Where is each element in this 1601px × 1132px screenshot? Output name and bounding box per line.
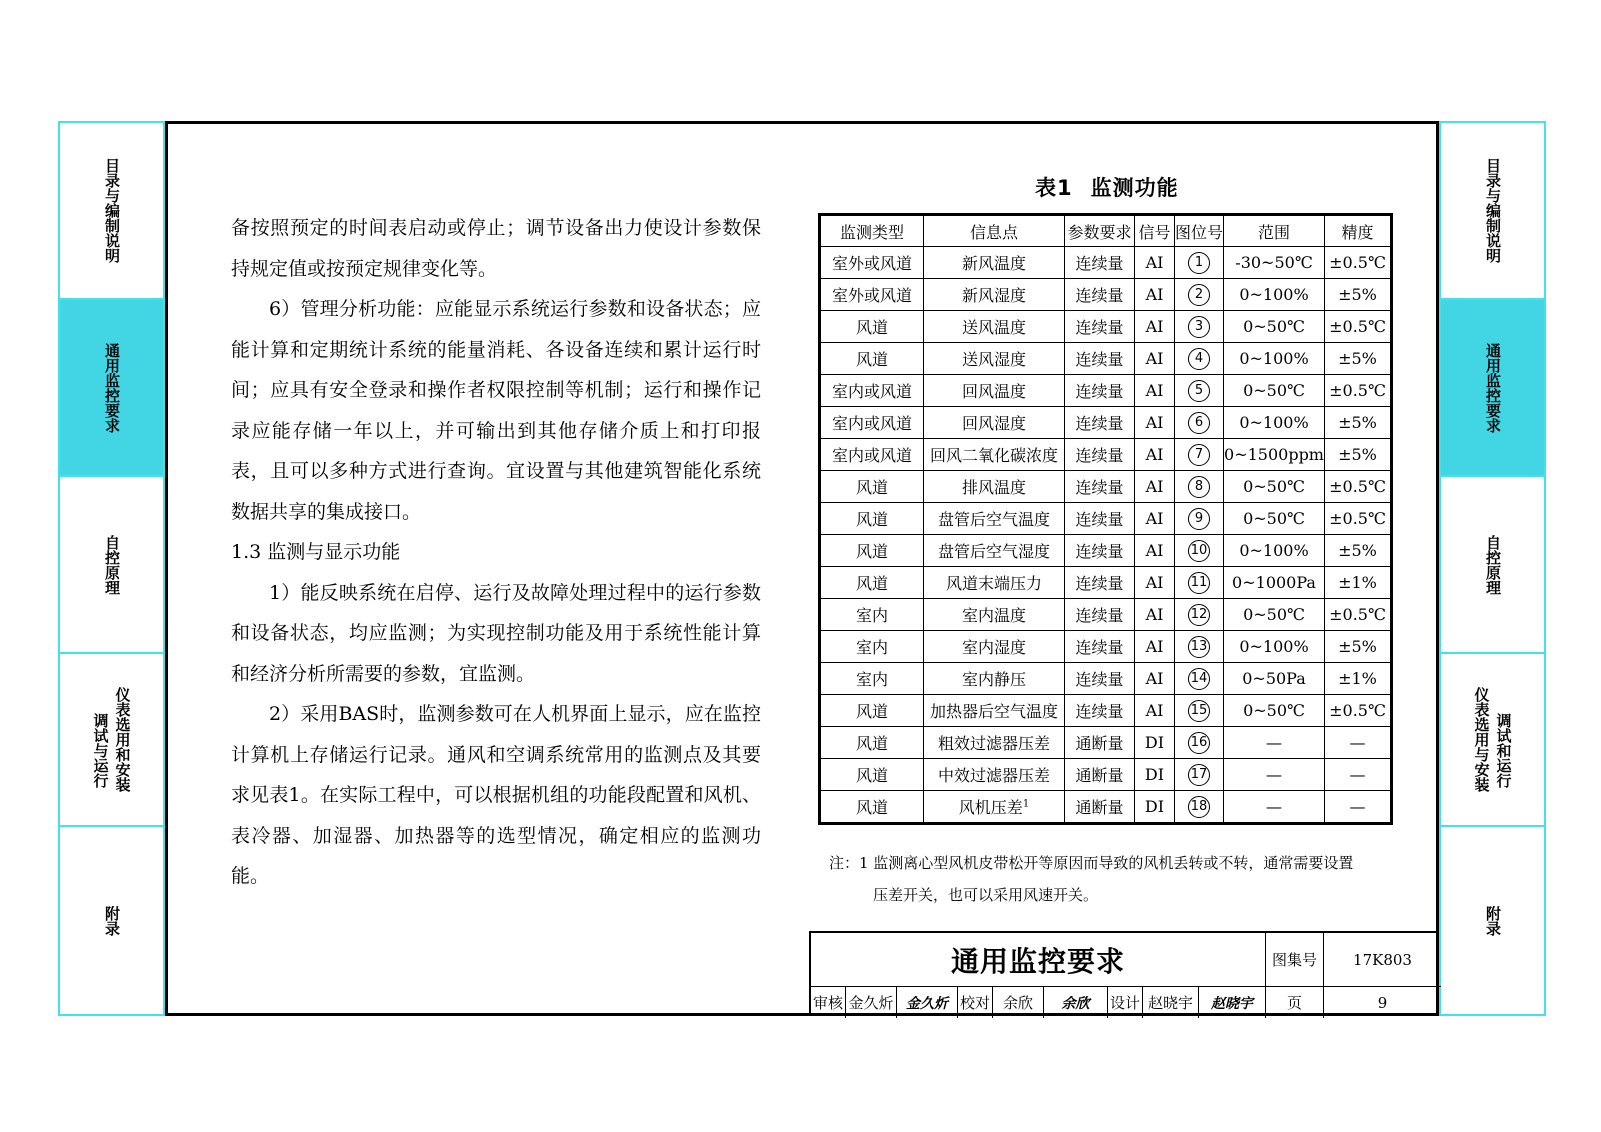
table-cell: —: [1224, 791, 1325, 824]
table-cell: 盘管后空气温度: [924, 503, 1065, 535]
reviewer-name: 金久炘: [846, 987, 897, 1018]
right-section-tabs: [1439, 121, 1546, 1016]
table-cell: 回风湿度: [924, 407, 1065, 439]
table-header-row: [820, 215, 1392, 247]
table-cell: AI: [1135, 695, 1175, 727]
right-tab-5[interactable]: [1441, 827, 1544, 1014]
page-number: 9: [1377, 993, 1388, 1012]
note-line-1: 注：1 监测离心型风机皮带松开等原因而导致的风机丢转或不转，通常需要设置: [829, 854, 1354, 872]
left-tab-label: 目录与编制说明: [103, 158, 121, 263]
table-cell: AI: [1135, 631, 1175, 663]
left-tab-4[interactable]: [60, 654, 163, 827]
table-cell: 0~50Pa: [1224, 663, 1325, 695]
table-cell: 连续量: [1065, 311, 1135, 343]
left-tab-label: 通用监控要求: [103, 342, 121, 433]
position-number-badge: 4: [1188, 348, 1210, 370]
footnote-marker: 1: [1022, 798, 1030, 810]
table-cell: [1175, 407, 1224, 439]
table-cell: AI: [1135, 471, 1175, 503]
table-cell: AI: [1135, 567, 1175, 599]
table-cell: 0~50℃: [1224, 471, 1325, 503]
table-title-text: 监测功能: [1090, 176, 1179, 200]
table-cell: 回风二氧化碳浓度: [924, 439, 1065, 471]
table-cell: AI: [1135, 311, 1175, 343]
table-cell: ±1%: [1324, 567, 1391, 599]
table-cell: 风机压差$^1$: [924, 791, 1065, 824]
table-cell: 0~100%: [1224, 279, 1325, 311]
table-cell: 0~100%: [1224, 407, 1325, 439]
table-row: [820, 759, 1392, 791]
table-cell: 连续量: [1065, 503, 1135, 535]
reviewer-signature: 金久炘: [897, 987, 958, 1018]
table-cell: 室内或风道: [820, 375, 924, 407]
right-tab-2[interactable]: [1441, 300, 1544, 477]
table-cell: AI: [1135, 503, 1175, 535]
left-tab-2[interactable]: [60, 300, 163, 477]
table-title-prefix: 表1: [1035, 176, 1073, 200]
table-row: [820, 247, 1392, 279]
position-number-badge: 12: [1188, 604, 1210, 626]
right-tab-3[interactable]: [1441, 477, 1544, 654]
right-tab-label: 自控原理: [1484, 534, 1502, 595]
table-cell: 室内: [820, 631, 924, 663]
table-cell: 风道: [820, 311, 924, 343]
table-cell: ±0.5℃: [1324, 503, 1391, 535]
table-cell: 室内: [820, 599, 924, 631]
position-number-badge: 17: [1188, 764, 1210, 786]
table-cell: ±5%: [1324, 439, 1391, 471]
table-cell: [1175, 631, 1224, 663]
left-tab-sublabel: 调试与运行: [91, 713, 110, 788]
left-tab-label: 附录: [103, 905, 121, 936]
table-cell: [1175, 503, 1224, 535]
table-header-cell: 信号: [1135, 215, 1175, 247]
table-cell: ±0.5℃: [1324, 599, 1391, 631]
table-cell: 风道: [820, 759, 924, 791]
table-row: [820, 535, 1392, 567]
table-cell: 0~50℃: [1224, 599, 1325, 631]
table-cell: [1175, 567, 1224, 599]
table-cell: 风道: [820, 471, 924, 503]
table-cell: ±0.5℃: [1324, 471, 1391, 503]
table-cell: 0~50℃: [1224, 695, 1325, 727]
checker-name: 余欣: [993, 987, 1044, 1018]
table-cell: 室外或风道: [820, 279, 924, 311]
table-row: [820, 503, 1392, 535]
right-tab-sublabel: 调试和运行: [1494, 713, 1513, 788]
position-number-badge: 1: [1188, 252, 1210, 274]
table-cell: 0~50℃: [1224, 503, 1325, 535]
table-cell: -30~50℃: [1224, 247, 1325, 279]
table-cell: 连续量: [1065, 439, 1135, 471]
table-cell: DI: [1135, 791, 1175, 824]
table-cell: 连续量: [1065, 567, 1135, 599]
table-cell: AI: [1135, 663, 1175, 695]
table-cell: 排风温度: [924, 471, 1065, 503]
table-cell: DI: [1135, 759, 1175, 791]
title-block: [809, 931, 1439, 1016]
body-paragraph: 1.3 监测与显示功能: [231, 541, 401, 563]
table-cell: 0~50℃: [1224, 375, 1325, 407]
table-cell: [1175, 471, 1224, 503]
table-cell: —: [1224, 759, 1325, 791]
review-label: 审核: [811, 987, 846, 1018]
table-cell: 风道: [820, 727, 924, 759]
table-cell: AI: [1135, 247, 1175, 279]
table-cell: 送风温度: [924, 311, 1065, 343]
table-body: [820, 247, 1392, 824]
table-cell: 连续量: [1065, 695, 1135, 727]
table-cell: [1175, 727, 1224, 759]
table-cell: [1175, 343, 1224, 375]
position-number-badge: 3: [1188, 316, 1210, 338]
left-tab-label: 仪表选用和安装: [113, 687, 132, 792]
table-row: [820, 599, 1392, 631]
table-cell: ±0.5℃: [1324, 375, 1391, 407]
table-row: [820, 343, 1392, 375]
table-cell: 0~1500ppm: [1224, 439, 1325, 471]
position-number-badge: 13: [1188, 636, 1210, 658]
table-cell: AI: [1135, 599, 1175, 631]
table-cell: 室内静压: [924, 663, 1065, 695]
table-cell: [1175, 279, 1224, 311]
position-number-badge: 7: [1188, 444, 1210, 466]
position-number-badge: 8: [1188, 476, 1210, 498]
table-cell: [1175, 247, 1224, 279]
monitoring-table: [818, 213, 1393, 825]
table-cell: 粗效过滤器压差: [924, 727, 1065, 759]
position-number-badge: 9: [1188, 508, 1210, 530]
position-number-badge: 18: [1188, 796, 1210, 818]
table-cell: 盘管后空气湿度: [924, 535, 1065, 567]
body-paragraph: 6）管理分析功能：应能显示系统运行参数和设备状态；应能计算和定期统计系统的能量消耗、各设备连续和累计运行时间；应具有安全登录和操作者权限控制等机制；运行和操作记录应能存储一年以上，并可输出到其他存储介质上和打印报表，且可以多种方式进行查询。宜设置与其他建筑智能化系统数据共享的集成接口。: [231, 298, 761, 523]
body-paragraph: 备按照预定的时间表启动或停止；调节设备出力使设计参数保持规定值或按预定规律变化等。: [231, 217, 761, 280]
right-tab-label: 附录: [1484, 905, 1502, 936]
table-cell: 室内: [820, 663, 924, 695]
table-cell: 连续量: [1065, 535, 1135, 567]
table-cell: 风道末端压力: [924, 567, 1065, 599]
table-title: [1035, 172, 1179, 202]
table-header-cell: 监测类型: [820, 215, 924, 247]
right-tab-label: 通用监控要求: [1484, 342, 1502, 433]
designer-signature: 赵晓宇: [1199, 987, 1266, 1018]
table-cell: ±0.5℃: [1324, 311, 1391, 343]
table-cell: [1175, 375, 1224, 407]
table-cell: 风道: [820, 791, 924, 824]
table-cell: AI: [1135, 279, 1175, 311]
position-number-badge: 5: [1188, 380, 1210, 402]
table-cell: 连续量: [1065, 407, 1135, 439]
table-cell: 新风温度: [924, 247, 1065, 279]
table-cell: AI: [1135, 407, 1175, 439]
right-tab-4[interactable]: [1441, 654, 1544, 827]
table-cell: 室内或风道: [820, 407, 924, 439]
table-cell: [1175, 439, 1224, 471]
body-paragraph: 2）采用BAS时，监测参数可在人机界面上显示，应在监控计算机上存储运行记录。通风和空调系统常用的监测点及其要求见表1。在实际工程中，可以根据机组的功能段配置和风机、表冷器、加湿器、加热器等的选型情况，确定相应的监测功能。: [231, 703, 761, 887]
designer-name: 赵晓宇: [1143, 987, 1199, 1018]
table-row: [820, 375, 1392, 407]
table-cell: ±0.5℃: [1324, 247, 1391, 279]
table-cell: 连续量: [1065, 343, 1135, 375]
table-cell: —: [1224, 727, 1325, 759]
left-section-tabs: [58, 121, 165, 1016]
position-number-badge: 16: [1188, 732, 1210, 754]
table-cell: ±5%: [1324, 279, 1391, 311]
table-row: [820, 471, 1392, 503]
table-cell: DI: [1135, 727, 1175, 759]
table-cell: 新风湿度: [924, 279, 1065, 311]
table-header-cell: 范围: [1224, 215, 1325, 247]
table-row: [820, 279, 1392, 311]
table-cell: AI: [1135, 439, 1175, 471]
position-number-badge: 10: [1188, 540, 1210, 562]
table-cell: AI: [1135, 375, 1175, 407]
table-row: [820, 567, 1392, 599]
table-cell: 风道: [820, 535, 924, 567]
table-cell: 连续量: [1065, 247, 1135, 279]
check-label: 校对: [958, 987, 993, 1018]
table-cell: ±5%: [1324, 631, 1391, 663]
table-cell: 室内温度: [924, 599, 1065, 631]
table-cell: 风道: [820, 567, 924, 599]
position-number-badge: 15: [1188, 700, 1210, 722]
table-cell: 0~100%: [1224, 631, 1325, 663]
table-cell: [1175, 311, 1224, 343]
body-text: [231, 208, 761, 897]
atlas-label: 图集号: [1266, 933, 1324, 987]
table-cell: ±5%: [1324, 407, 1391, 439]
drawing-title: 通用监控要求: [811, 933, 1266, 987]
table-row: [820, 663, 1392, 695]
table-cell: 风道: [820, 343, 924, 375]
table-cell: AI: [1135, 535, 1175, 567]
table-cell: [1175, 535, 1224, 567]
table-cell: 连续量: [1065, 279, 1135, 311]
table-cell: —: [1324, 727, 1391, 759]
table-cell: ±1%: [1324, 663, 1391, 695]
table-row: [820, 727, 1392, 759]
table-cell: ±0.5℃: [1324, 695, 1391, 727]
table-row: [820, 695, 1392, 727]
table-cell: 0~50℃: [1224, 311, 1325, 343]
right-tab-1[interactable]: [1441, 123, 1544, 300]
table-cell: 连续量: [1065, 375, 1135, 407]
table-cell: 送风湿度: [924, 343, 1065, 375]
table-cell: 加热器后空气温度: [924, 695, 1065, 727]
table-cell: 室外或风道: [820, 247, 924, 279]
table-cell: —: [1324, 759, 1391, 791]
atlas-number: 17K803: [1324, 933, 1441, 987]
table-cell: 风道: [820, 695, 924, 727]
body-paragraph: 1）能反映系统在启停、运行及故障处理过程中的运行参数和设备状态，均应监测；为实现控制功能及用于系统性能计算和经济分析所需要的参数，宜监测。: [231, 581, 761, 685]
position-number-badge: 11: [1188, 572, 1210, 594]
table-cell: ±5%: [1324, 343, 1391, 375]
table-cell: [1175, 695, 1224, 727]
table-cell: [1175, 599, 1224, 631]
table-cell: 回风温度: [924, 375, 1065, 407]
table-cell: 室内湿度: [924, 631, 1065, 663]
position-number-badge: 6: [1188, 412, 1210, 434]
left-tab-label: 自控原理: [103, 534, 121, 595]
table-cell: 连续量: [1065, 599, 1135, 631]
table-row: [820, 791, 1392, 824]
table-cell: [1175, 663, 1224, 695]
table-row: [820, 407, 1392, 439]
table-cell: —: [1324, 791, 1391, 824]
note-line-2: 压差开关，也可以采用风速开关。: [873, 886, 1099, 904]
table-cell: 0~100%: [1224, 535, 1325, 567]
position-number-badge: 2: [1188, 284, 1210, 306]
right-tab-label: 目录与编制说明: [1484, 158, 1502, 263]
table-cell: [1175, 759, 1224, 791]
table-cell: 通断量: [1065, 791, 1135, 824]
table-cell: 连续量: [1065, 631, 1135, 663]
page-label: 页: [1266, 987, 1324, 1018]
table-header-cell: 参数要求: [1065, 215, 1135, 247]
table-row: [820, 439, 1392, 471]
design-label: 设计: [1108, 987, 1143, 1018]
right-tab-label: 仪表选用与安装: [1472, 687, 1491, 792]
left-tab-1[interactable]: [60, 123, 163, 300]
table-cell: 室内或风道: [820, 439, 924, 471]
table-cell: 通断量: [1065, 727, 1135, 759]
position-number-badge: 14: [1188, 668, 1210, 690]
table-cell: 0~100%: [1224, 343, 1325, 375]
table-header-cell: 精度: [1324, 215, 1391, 247]
table-header-cell: 信息点: [924, 215, 1065, 247]
table-cell: 连续量: [1065, 471, 1135, 503]
table-cell: 连续量: [1065, 663, 1135, 695]
table-header-cell: 图位号: [1175, 215, 1224, 247]
table-cell: 通断量: [1065, 759, 1135, 791]
left-tab-5[interactable]: [60, 827, 163, 1014]
table-cell: 风道: [820, 503, 924, 535]
table-cell: 0~1000Pa: [1224, 567, 1325, 599]
table-cell: [1175, 791, 1224, 824]
table-cell: AI: [1135, 343, 1175, 375]
table-cell: ±5%: [1324, 535, 1391, 567]
left-tab-3[interactable]: [60, 477, 163, 654]
table-note: [829, 847, 1353, 911]
checker-signature: 余欣: [1044, 987, 1108, 1018]
table-row: [820, 311, 1392, 343]
table-row: [820, 631, 1392, 663]
table-cell: 中效过滤器压差: [924, 759, 1065, 791]
